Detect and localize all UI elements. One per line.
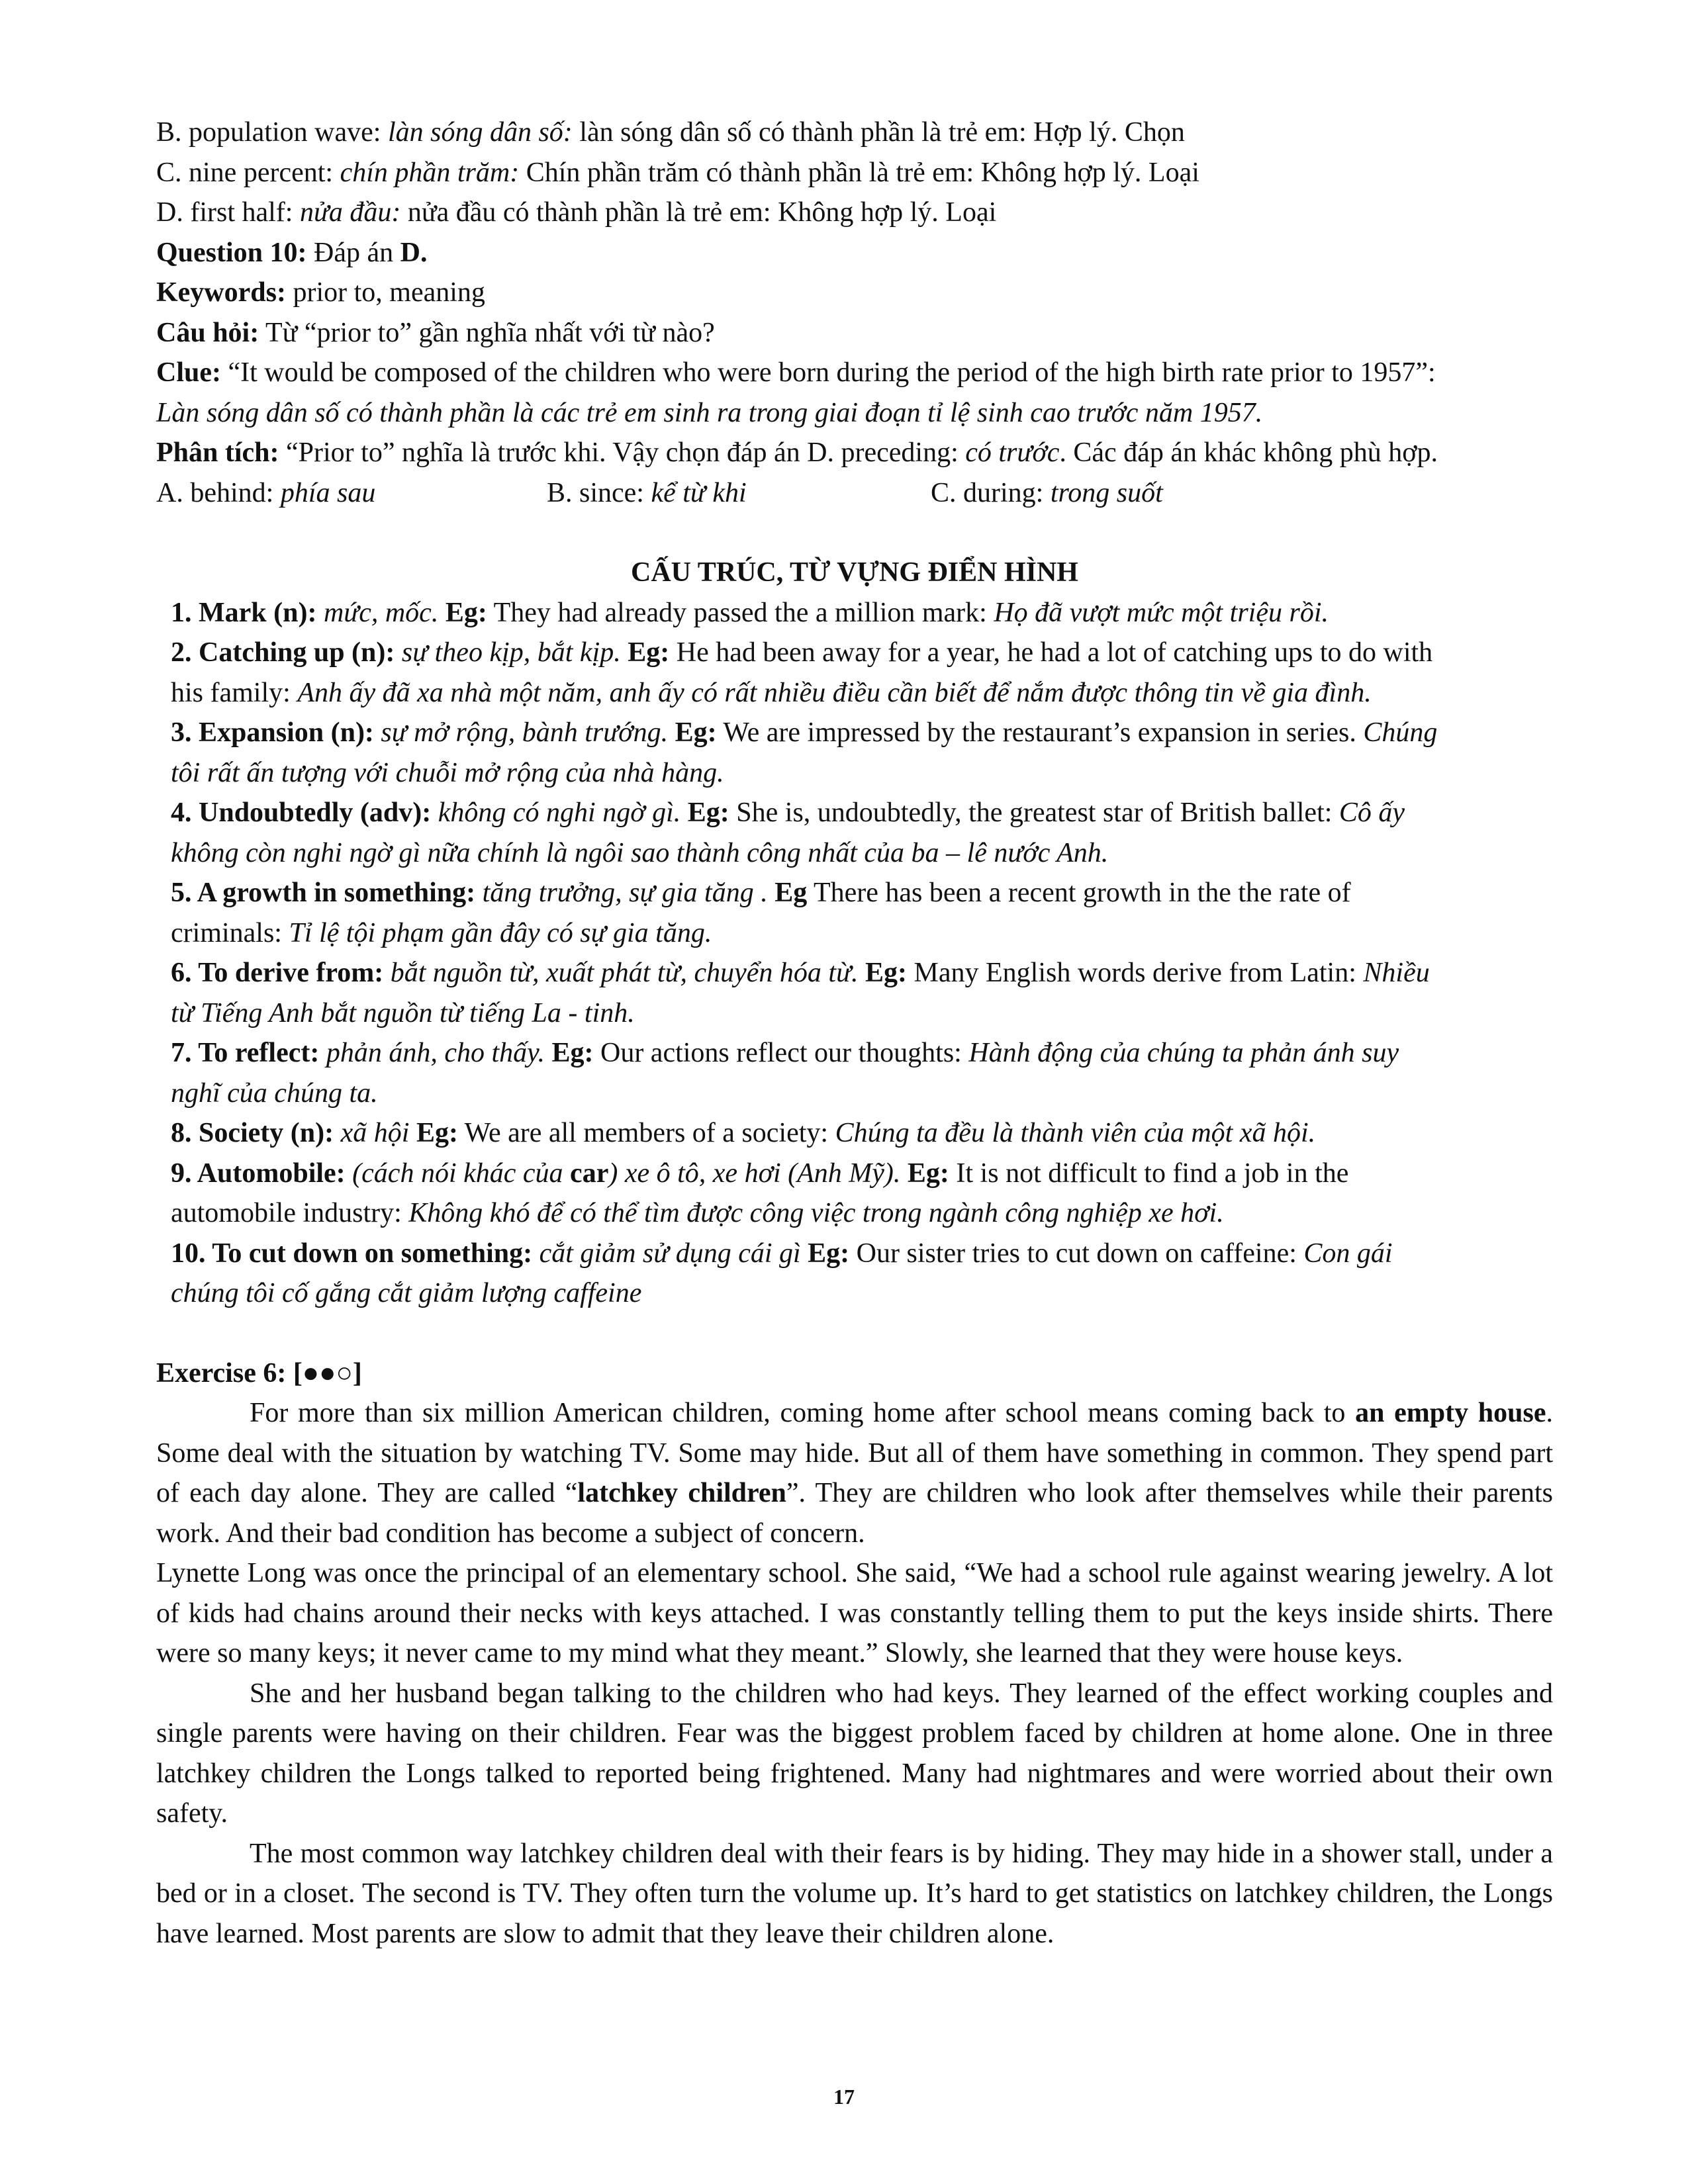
eg-label: Eg: (620, 637, 670, 668)
vocab-example: He had been away for a year, he had a lot of catching ups to do with his family: (171, 637, 1433, 708)
vocab-translation: Hành động của chúng ta phản ánh suy nghĩ của chúng ta. (171, 1038, 1399, 1109)
answer-options (156, 473, 1553, 514)
vocab-example: She is, undoubtedly, the greatest star of British ballet: (729, 797, 1339, 828)
vocab-meaning: phản ánh, cho thấy. (319, 1038, 545, 1068)
option-d-line (156, 193, 1553, 233)
eg-label: Eg: (680, 797, 729, 828)
vocab-meaning: tăng trưởng, sự gia tăng . (475, 878, 768, 908)
question-line (156, 313, 1553, 353)
option-meaning: chín phần trăm: (340, 157, 520, 188)
vocab-heading: CẤU TRÚC, TỪ VỰNG ĐIỂN HÌNH (631, 557, 1078, 588)
option-meaning: làn sóng dân số: (387, 117, 573, 148)
vocab-translation: Không khó để có thể tìm được công việc trong ngành công nghiệp xe hơi. (408, 1198, 1224, 1228)
option-comment: nửa đầu có thành phần là trẻ em: Không hợp lý. Loại (400, 197, 997, 228)
option-meaning: trong suốt (1050, 477, 1163, 508)
keywords-label: Keywords: (156, 277, 286, 308)
vocab-item (171, 633, 1455, 713)
analysis-line (156, 433, 1553, 473)
vocab-term: 1. Mark (n): (171, 597, 317, 628)
vocab-term: 2. Catching up (n): (171, 637, 395, 668)
answer-prefix: Đáp án (306, 237, 400, 268)
vocab-translation: Con gái chúng tôi cố gắng cắt giảm lượng caffeine (171, 1238, 1393, 1308)
passage-text: ”. They are children who look after themselves while their parents work. And their bad condition has become a subject of concern. (156, 1478, 1553, 1549)
vocab-example: There has been a recent growth in the the rate of criminals: (171, 878, 1351, 948)
vocab-example: Many English words derive from Latin: (907, 958, 1364, 988)
option-comment: Chín phần trăm có thành phần là trẻ em: Không hợp lý. Loại (519, 157, 1199, 188)
eg-label: Eg (767, 878, 808, 908)
vocab-term: 10. To cut down on something: (171, 1238, 533, 1269)
option-b (547, 473, 931, 514)
vocab-meaning: bắt nguồn từ, xuất phát từ, chuyển hóa từ. (383, 958, 859, 988)
passage-text: . Some deal with the situation by watching TV. Some may hide. But all of them have something in common. They spend part of each day alone. They are called “ (156, 1398, 1553, 1508)
option-label: C. nine percent: (156, 157, 340, 188)
analysis-label: Phân tích: (156, 437, 279, 468)
passage-paragraph-1 (156, 1393, 1553, 1553)
vocab-example: We are all members of a society: (457, 1118, 835, 1148)
option-meaning: kể từ khi (651, 477, 747, 508)
option-a (156, 473, 547, 514)
analysis-text: “Prior to” nghĩa là trước khi. Vậy chọn đáp án D. preceding: (279, 437, 966, 468)
vocab-item (171, 953, 1455, 1033)
vocab-term: 3. Expansion (n): (171, 717, 374, 748)
vocab-meaning: cắt giảm sử dụng cái gì (532, 1238, 801, 1269)
vocab-example: Our sister tries to cut down on caffeine: (849, 1238, 1304, 1269)
option-c (931, 473, 1163, 514)
vocab-term: 4. Undoubtedly (adv): (171, 797, 432, 828)
eg-label: Eg: (858, 958, 908, 988)
vocab-item (171, 1033, 1455, 1113)
option-label: B. since: (547, 477, 651, 508)
eg-label: Eg: (900, 1158, 949, 1189)
question-text-label: Câu hỏi: (156, 317, 259, 348)
passage-text: For more than six million American children, coming home after school means coming back to (250, 1398, 1356, 1428)
vocab-meaning: không có nghi ngờ gì. (431, 797, 681, 828)
vocab-example: We are impressed by the restaurant’s expansion in series. (716, 717, 1364, 748)
vocab-meaning: sự mở rộng, bành trướng. (373, 717, 669, 748)
option-comment: làn sóng dân số có thành phần là trẻ em: Hợp lý. Chọn (572, 117, 1185, 148)
option-label: C. during: (931, 477, 1051, 508)
vocab-translation: Anh ấy đã xa nhà một năm, anh ấy có rất nhiều điều cần biết để nắm được thông tin về gia đình. (297, 677, 1372, 708)
vocab-item (171, 873, 1455, 953)
option-label: A. behind: (156, 477, 281, 508)
analysis-italic: có trước (965, 437, 1060, 468)
vocab-meaning: (cách nói khác của (345, 1158, 571, 1189)
vocab-item (171, 713, 1455, 793)
exercise-section (156, 1353, 1553, 1954)
eg-label: Eg: (668, 717, 717, 748)
vocab-list (156, 593, 1553, 1314)
vocab-translation: Nhiều từ Tiếng Anh bắt nguồn từ tiếng La - tinh. (171, 958, 1430, 1028)
clue-line (156, 353, 1553, 393)
vocab-item (171, 1113, 1455, 1154)
keywords-line (156, 273, 1553, 313)
vocab-translation: Chúng ta đều là thành viên của một xã hội. (835, 1118, 1316, 1148)
vocab-meaning-bold: car (570, 1158, 609, 1189)
question-title (156, 233, 1553, 273)
vocab-term: 6. To derive from: (171, 958, 384, 988)
option-c-line (156, 153, 1553, 193)
vocab-translation: Tỉ lệ tội phạm gần đây có sự gia tăng. (289, 917, 712, 948)
page-number: 17 (833, 2085, 855, 2109)
vocab-term: 8. Society (n): (171, 1118, 334, 1148)
vocab-item (171, 793, 1455, 873)
vocab-item (171, 1234, 1455, 1314)
option-label: B. population wave: (156, 117, 388, 148)
vocab-meaning-end: ) xe ô tô, xe hơi (Anh Mỹ). (608, 1158, 901, 1189)
option-meaning: nửa đầu: (299, 197, 401, 228)
eg-label: Eg: (544, 1038, 594, 1068)
vocab-item (171, 1154, 1455, 1234)
answer-letter: D. (400, 237, 428, 268)
vocab-example: It is not difficult to find a job in the automobile industry: (171, 1158, 1349, 1228)
question-label: Question 10: (156, 237, 307, 268)
keywords-text: prior to, meaning (285, 277, 485, 308)
eg-label: Eg: (438, 597, 487, 628)
vocab-meaning: mức, mốc. (316, 597, 439, 628)
passage-paragraph-4: The most common way latchkey children deal with their fears is by hiding. They may hide in a shower stall, under a bed or in a closet. The second is TV. They often turn the volume up. It’s hard to get statistics on latchkey children, the Longs have learned. Most parents are slow to admit that they leave their children alone. (156, 1838, 1553, 1949)
eg-label: Eg: (800, 1238, 850, 1269)
option-meaning: phía sau (280, 477, 376, 508)
vocab-item (171, 593, 1455, 633)
vocab-translation: Chúng tôi rất ấn tượng với chuỗi mở rộng của nhà hàng. (171, 717, 1438, 788)
clue-translation: Làn sóng dân số có thành phần là các trẻ em sinh ra trong giai đoạn tỉ lệ sinh cao trước năm 1957. (156, 397, 1263, 428)
vocab-meaning: xã hội (334, 1118, 410, 1148)
vocab-meaning: sự theo kịp, bắt kịp. (395, 637, 621, 668)
option-b-line (156, 113, 1553, 153)
vocab-example: They had already passed the a million mark: (487, 597, 994, 628)
option-label: D. first half: (156, 197, 300, 228)
document-page (156, 113, 1553, 1954)
clue-text: “It would be composed of the children who were born during the period of the high birth rate prior to 1957”: (221, 357, 1436, 388)
clue-label: Clue: (156, 357, 221, 388)
vocab-term: 5. A growth in something: (171, 878, 476, 908)
vocab-term: 9. Automobile: (171, 1158, 346, 1189)
passage-paragraph-3: She and her husband began talking to the children who had keys. They learned of the effect working couples and single parents were having on their children. Fear was the biggest problem faced by children at home alone. One in three latchkey children the Longs talked to reported being frightened. Many had nightmares and were worried about their own safety. (156, 1678, 1553, 1829)
exercise-title: Exercise 6: [●●○] (156, 1357, 362, 1388)
analysis-end: . Các đáp án khác không phù hợp. (1059, 437, 1438, 468)
vocab-term: 7. To reflect: (171, 1038, 320, 1068)
vocab-example: Our actions reflect our thoughts: (593, 1038, 969, 1068)
passage-bold: latchkey children (577, 1478, 786, 1508)
vocab-translation: Cô ấy không còn nghi ngờ gì nữa chính là ngôi sao thành công nhất của ba – lê nước Anh. (171, 797, 1405, 868)
vocab-translation: Họ đã vượt mức một triệu rồi. (994, 597, 1329, 628)
passage-bold: an empty house (1355, 1398, 1546, 1428)
passage-paragraph-2: Lynette Long was once the principal of an elementary school. She said, “We had a school rule against wearing jewelry. A lot of kids had chains around their necks with keys attached. I was constantly telling them to put the keys inside shirts. There were so many keys; it never came to my mind what they meant.” Slowly, she learned that they were house keys. (156, 1558, 1553, 1668)
question-text: Từ “prior to” gần nghĩa nhất với từ nào? (259, 317, 715, 348)
eg-label: Eg: (409, 1118, 458, 1148)
